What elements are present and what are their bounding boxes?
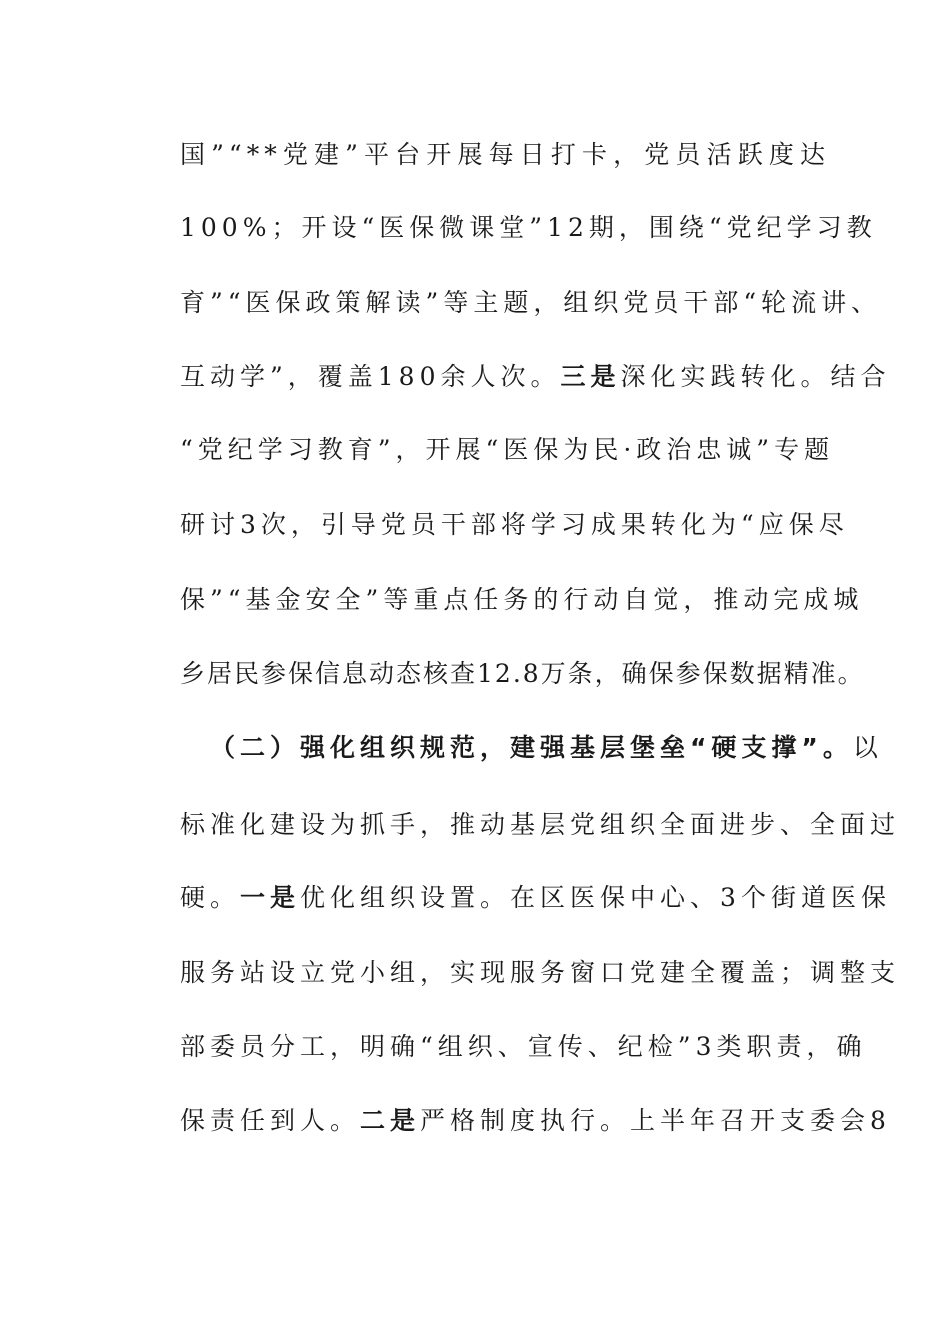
line-11-bold-yi-shi: 一是 — [240, 883, 301, 912]
line-4-bold-san-shi: 三是 — [560, 362, 621, 391]
section-heading-two: （二）强化组织规范，建强基层堡垒“硬支撑”。 — [210, 733, 853, 762]
line-4-text-a: 互动学”，覆盖180余人次。 — [180, 362, 561, 391]
paragraph-line-11 — [180, 878, 891, 918]
line-8-text: 乡居民参保信息动态核查12.8万条，确保参保数据精准。 — [180, 659, 865, 688]
line-7-text: 保”“基金安全”等重点任务的行动自觉，推动完成城 — [180, 585, 864, 614]
paragraph-line-2 — [180, 208, 877, 248]
paragraph-line-10 — [180, 805, 901, 845]
line-3-text: 育”“医保政策解读”等主题，组织党员干部“轮流讲、 — [180, 288, 882, 317]
line-13-text: 部委员分工，明确“组织、宣传、纪检”3类职责，确 — [180, 1032, 867, 1061]
line-2-text: 100%；开设“医保微课堂”12期，围绕“党纪学习教 — [180, 213, 877, 242]
paragraph-line-14 — [180, 1101, 891, 1141]
line-4-text-b: 深化实践转化。结合 — [620, 362, 891, 391]
paragraph-line-3 — [180, 283, 882, 323]
paragraph-line-13 — [180, 1027, 867, 1067]
line-14-bold-er-shi: 二是 — [360, 1106, 421, 1135]
line-11-text-a: 硬。 — [180, 883, 241, 912]
paragraph-line-4 — [180, 357, 891, 397]
section-heading-trailing-text: 以 — [852, 733, 883, 762]
line-14-text-b: 严格制度执行。上半年召开支委会8 — [420, 1106, 891, 1135]
paragraph-line-6 — [180, 505, 849, 545]
line-1-text: 国”“**党建”平台开展每日打卡，党员活跃度达 — [180, 140, 830, 169]
paragraph-line-5 — [180, 430, 835, 470]
line-12-text: 服务站设立党小组，实现服务窗口党建全覆盖；调整支 — [180, 958, 901, 987]
section-heading-line — [210, 728, 883, 768]
line-11-text-b: 优化组织设置。在区医保中心、3个街道医保 — [300, 883, 891, 912]
line-6-text: 研讨3次，引导党员干部将学习成果转化为“应保尽 — [180, 510, 849, 539]
paragraph-line-1 — [180, 135, 830, 175]
paragraph-line-8 — [180, 654, 865, 694]
line-14-text-a: 保责任到人。 — [180, 1106, 361, 1135]
line-5-text: “党纪学习教育”，开展“医保为民·政治忠诚”专题 — [180, 435, 835, 464]
paragraph-line-7 — [180, 580, 864, 620]
line-10-text: 标准化建设为抓手，推动基层党组织全面进步、全面过 — [180, 810, 901, 839]
paragraph-line-12 — [180, 953, 901, 993]
